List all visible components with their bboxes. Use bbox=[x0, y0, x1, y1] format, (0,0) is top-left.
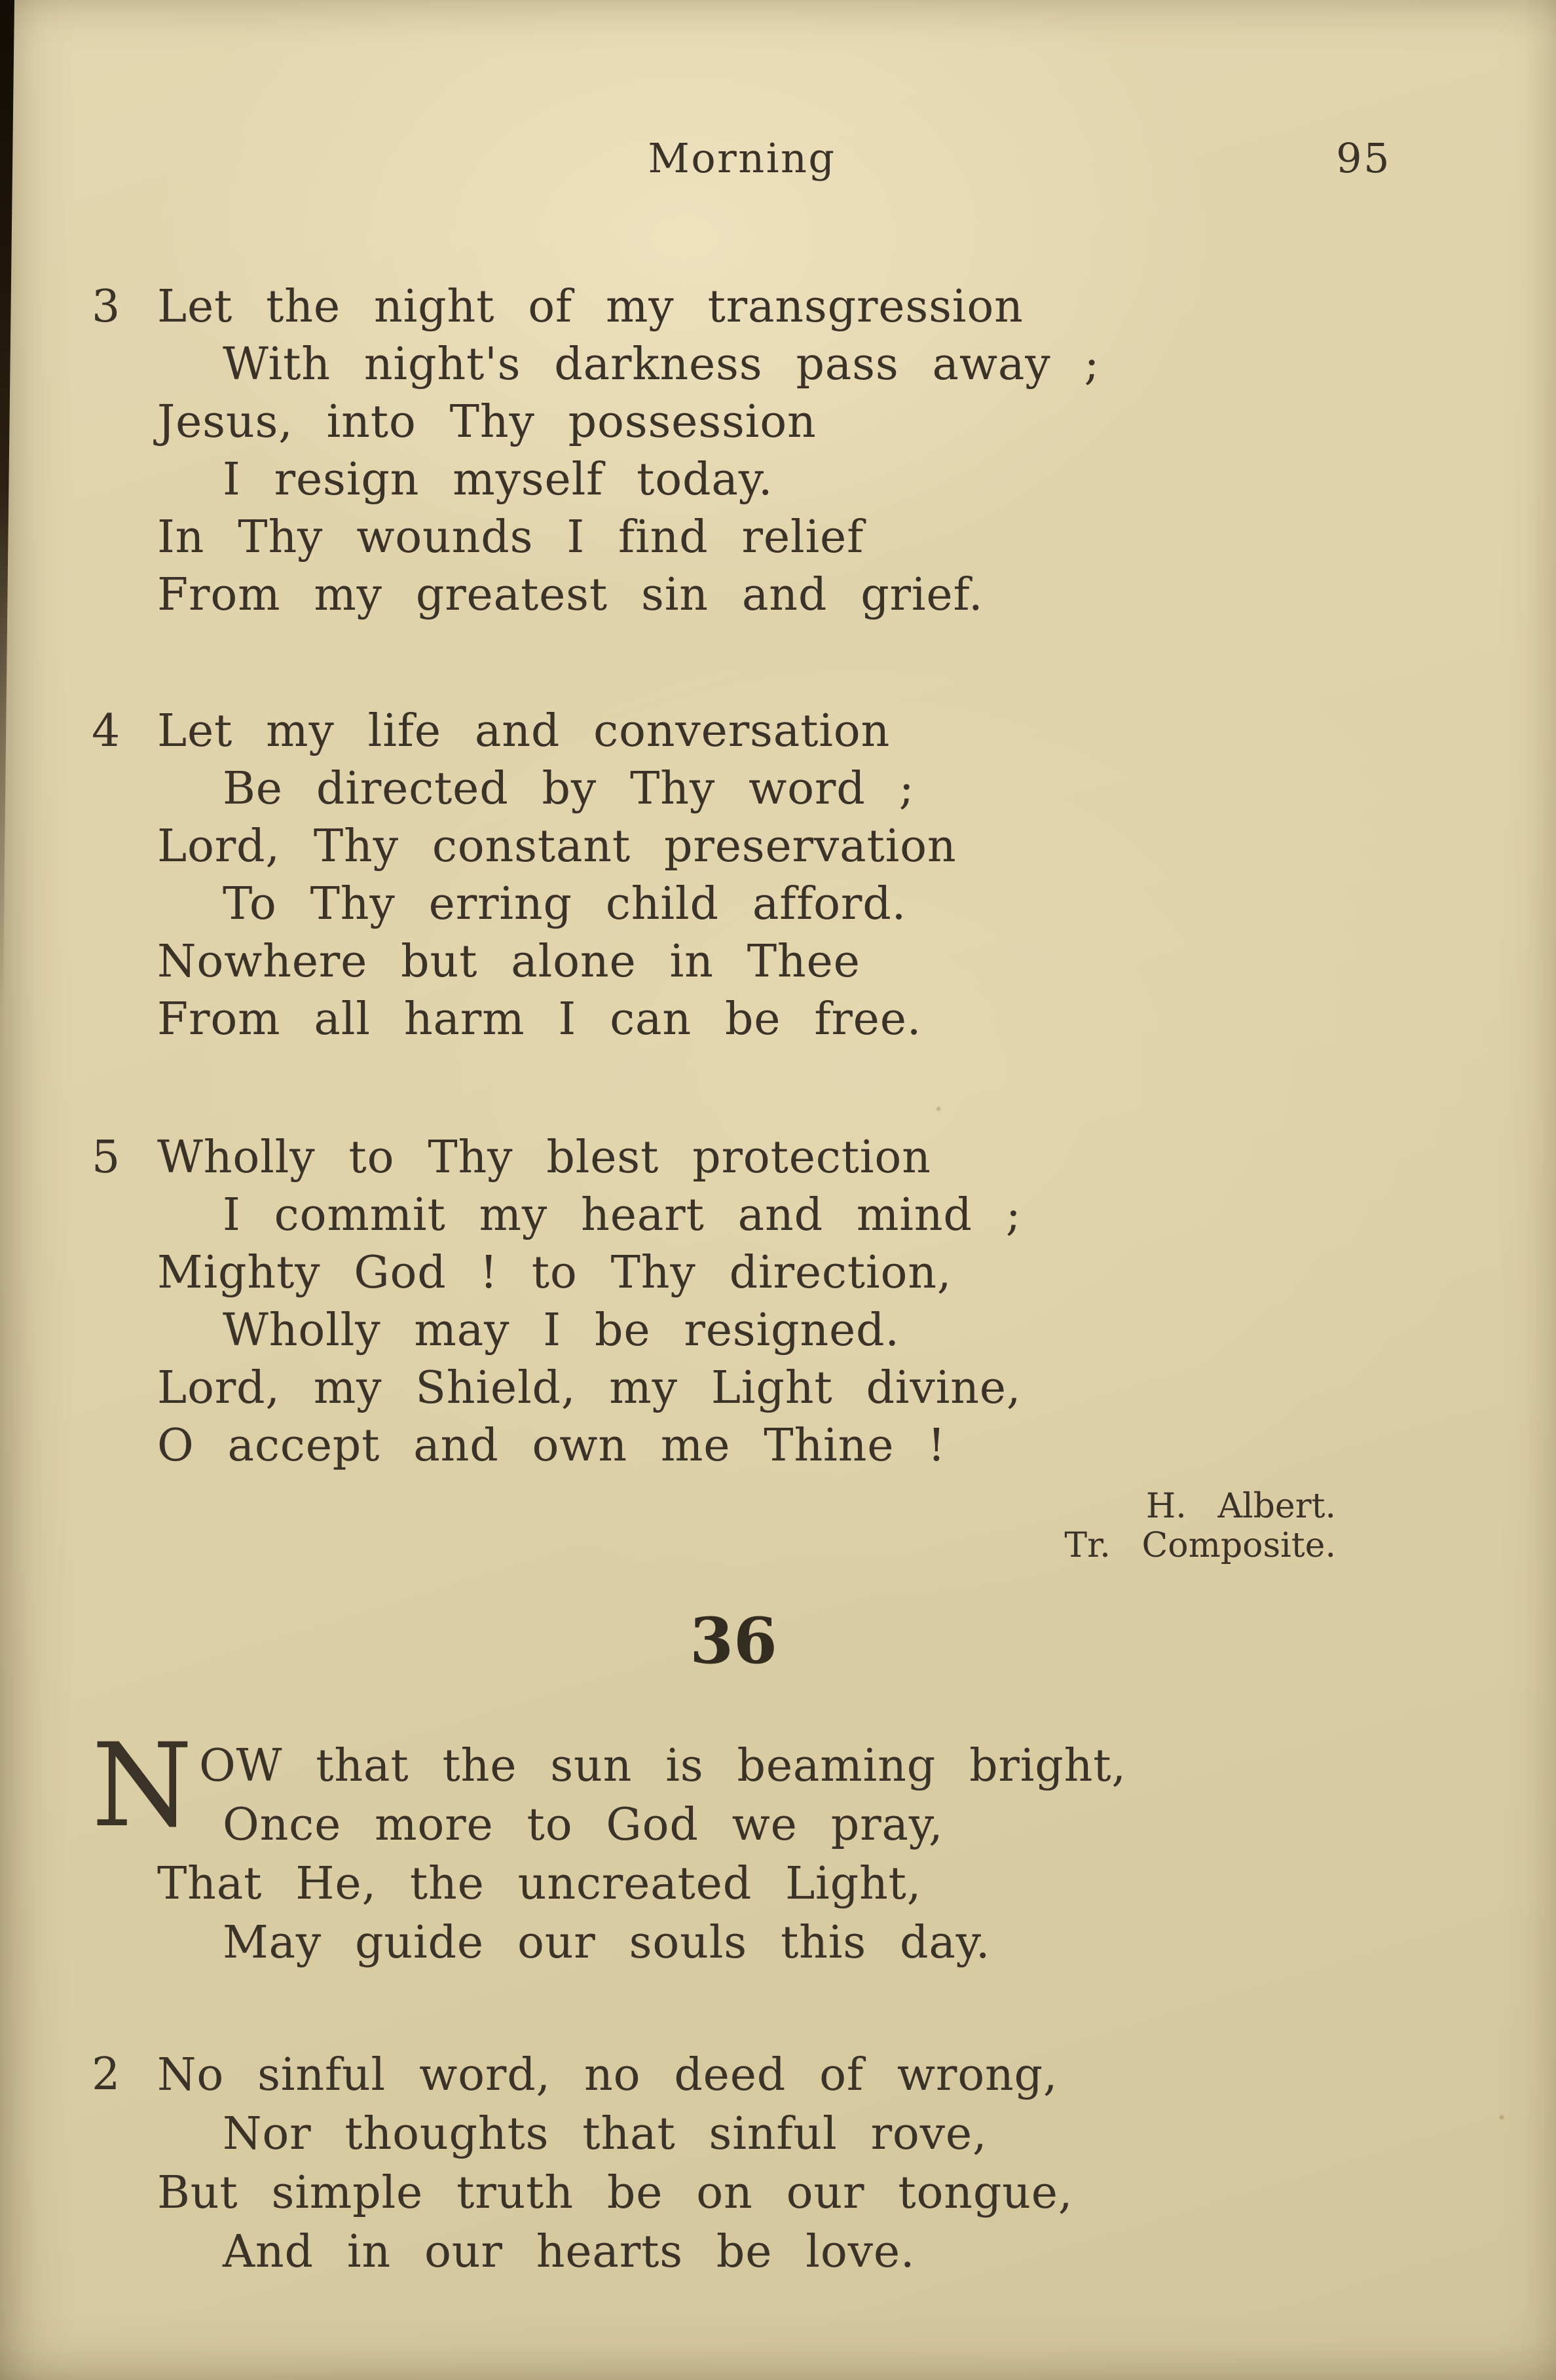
verse-line: But simple truth be on our tongue, bbox=[157, 2167, 1073, 2219]
verse-line: From all harm I can be free. bbox=[157, 994, 922, 1045]
verse-line: Lord, Thy constant preservation bbox=[157, 821, 957, 872]
verse-line: May guide our souls this day. bbox=[223, 1917, 991, 1969]
attribution-author: H. Albert. bbox=[1145, 1487, 1336, 1526]
verse-line: I commit my heart and mind ; bbox=[223, 1189, 1022, 1241]
verse-line: Once more to God we pray, bbox=[223, 1799, 944, 1851]
verse-line: Let my life and conversation bbox=[157, 705, 891, 757]
verse-number: 2 bbox=[92, 2049, 121, 2100]
verse-number: 3 bbox=[92, 281, 121, 333]
verse-line: Nowhere but alone in Thee bbox=[157, 936, 861, 988]
page-number: 95 bbox=[1336, 134, 1391, 182]
verse-5 bbox=[92, 1129, 1464, 1475]
verse-line: OW that the sun is beaming bright, bbox=[199, 1740, 1126, 1792]
running-header bbox=[92, 0, 1464, 195]
verse-line: Be directed by Thy word ; bbox=[223, 763, 915, 815]
verse-line: No sinful word, no deed of wrong, bbox=[157, 2049, 1058, 2101]
hymn-number-36: 36 bbox=[690, 1604, 777, 1678]
verse-3 bbox=[92, 278, 1464, 624]
verse-line: Wholly may I be resigned. bbox=[223, 1305, 900, 1356]
verse-4 bbox=[92, 703, 1464, 1049]
verse-number: 5 bbox=[92, 1132, 121, 1183]
verse-number: 4 bbox=[92, 705, 121, 757]
page-title: Morning bbox=[648, 134, 836, 182]
verse-line: In Thy wounds I find relief bbox=[157, 511, 864, 563]
verse-line: Nor thoughts that sinful rove, bbox=[223, 2108, 988, 2160]
binding-shadow bbox=[0, 0, 14, 1015]
paper-speckle bbox=[1500, 2115, 1504, 2119]
verse-line: Jesus, into Thy possession bbox=[157, 396, 817, 448]
hymn-36-verse-2 bbox=[92, 2046, 1464, 2282]
verse-line: And in our hearts be love. bbox=[223, 2226, 916, 2278]
verse-line: To Thy erring child afford. bbox=[223, 878, 907, 930]
verse-line: That He, the uncreated Light, bbox=[157, 1858, 922, 1910]
verse-line: O accept and own me Thine ! bbox=[157, 1420, 946, 1472]
page-content bbox=[92, 0, 1464, 2282]
verse-line: Mighty God ! to Thy direction, bbox=[157, 1247, 952, 1299]
drop-cap-initial: N bbox=[92, 1719, 193, 1853]
verse-line: Lord, my Shield, my Light divine, bbox=[157, 1362, 1022, 1414]
attribution-translator: Tr. Composite. bbox=[1064, 1526, 1336, 1565]
verse-line: I resign myself today. bbox=[223, 454, 773, 506]
verse-line: Wholly to Thy blest protection bbox=[157, 1132, 931, 1183]
verse-line: With night's darkness pass away ; bbox=[223, 339, 1100, 390]
verse-line: From my greatest sin and grief. bbox=[157, 569, 984, 621]
hymn-attribution bbox=[92, 1487, 1464, 1565]
verse-line: Let the night of my transgression bbox=[157, 281, 1024, 333]
hymn-36-verse-1 bbox=[92, 1719, 1464, 1973]
